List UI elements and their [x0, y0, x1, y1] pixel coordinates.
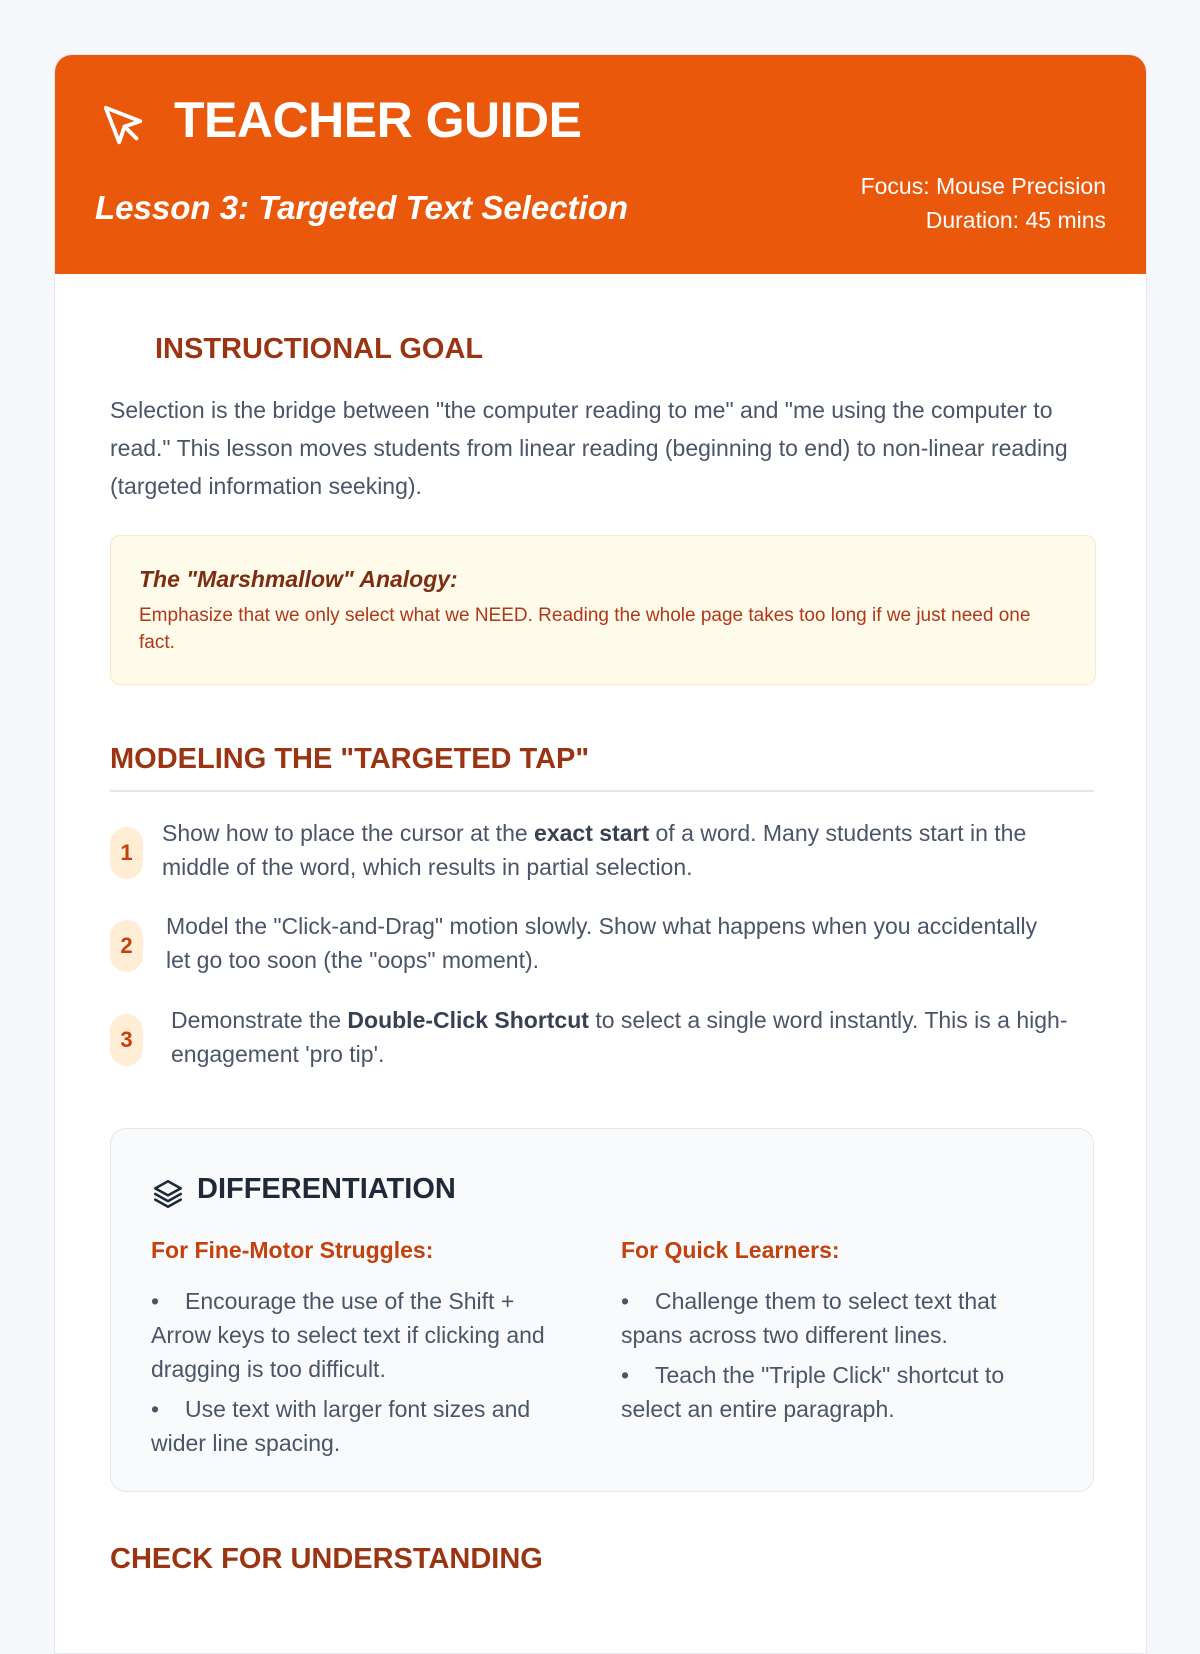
step-number: 2 [110, 920, 143, 972]
step-number: 1 [110, 827, 143, 879]
quick-learners-title: For Quick Learners: [621, 1237, 840, 1263]
analogy-text: Emphasize that we only select what we NEED. Reading the whole page takes too long if we just need one fact. [139, 605, 1031, 653]
guide-header [55, 55, 1146, 274]
cursor-arrow-icon [100, 102, 146, 148]
lesson-meta [861, 169, 1106, 237]
modeling-heading: MODELING THE "TARGETED TAP" [110, 743, 1094, 792]
step-text: Model the "Click-and-Drag" motion slowly. Show what happens when you accidentally let go too soon (the "oops" moment). [166, 913, 1038, 973]
differentiation-panel [110, 1128, 1094, 1492]
duration-label: Duration: 45 mins [925, 207, 1106, 233]
list-item: • Challenge them to select text that spans across two different lines. [621, 1288, 997, 1348]
list-item: • Teach the "Triple Click" shortcut to select an entire paragraph. [621, 1362, 1005, 1422]
page-title: TEACHER GUIDE [174, 92, 582, 148]
differentiation-heading: DIFFERENTIATION [197, 1173, 456, 1205]
lesson-subtitle: Lesson 3: Targeted Text Selection [95, 189, 629, 226]
analogy-title: The "Marshmallow" Analogy: [139, 566, 458, 592]
check-heading: CHECK FOR UNDERSTANDING [110, 1543, 543, 1575]
goal-text: Selection is the bridge between "the computer reading to me" and "me using the computer to read." This lesson moves students from linear reading (beginning to end) to non-linear reading (targeted information seeking). [110, 397, 1068, 499]
fine-motor-title: For Fine-Motor Struggles: [151, 1237, 434, 1263]
list-item: • Use text with larger font sizes and wider line spacing. [151, 1396, 531, 1456]
step-text: Show how to place the cursor at the exact start of a word. Many students start in the middle of the word, which results in partial selection. [162, 820, 1027, 880]
list-item: • Encourage the use of the Shift + Arrow keys to select text if clicking and dragging is too difficult. [151, 1288, 545, 1382]
goal-heading: INSTRUCTIONAL GOAL [155, 333, 484, 365]
fine-motor-column [151, 1237, 571, 1466]
layers-icon [151, 1177, 185, 1211]
analogy-callout [110, 535, 1096, 685]
step-text: Demonstrate the Double-Click Shortcut to select a single word instantly. This is a high-engagement 'pro tip'. [171, 1007, 1068, 1067]
quick-learners-column [621, 1237, 1041, 1432]
step-number: 3 [110, 1014, 143, 1066]
teacher-guide-card [54, 54, 1147, 1654]
focus-label: Focus: Mouse Precision [860, 173, 1106, 199]
